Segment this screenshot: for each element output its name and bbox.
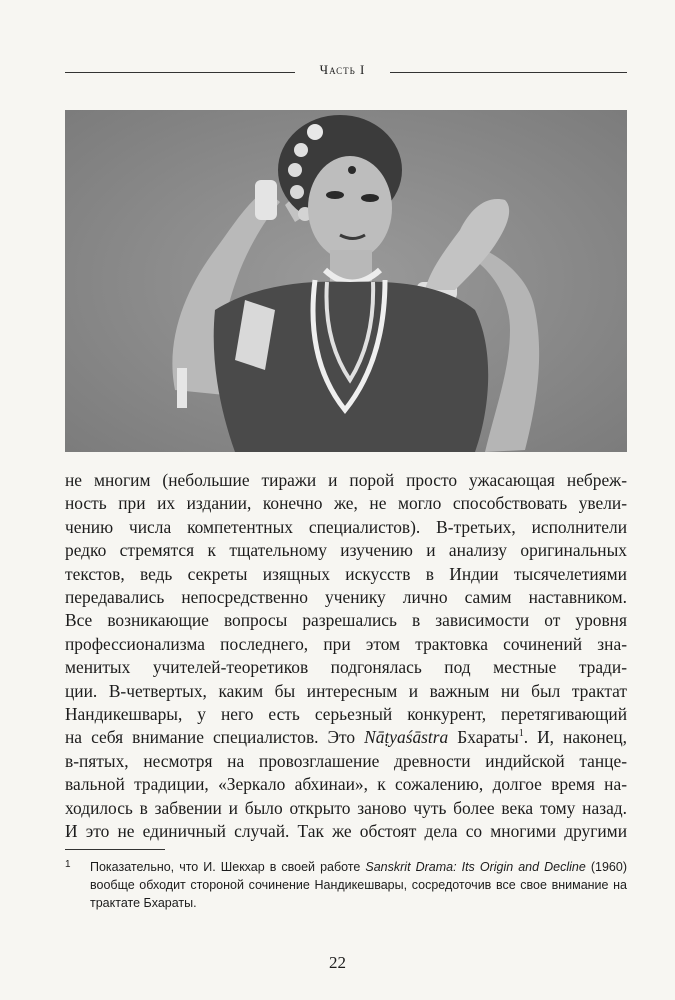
text-line: текстов, ведь секреты изящных искусств в Индии тысячелетиями bbox=[65, 563, 627, 584]
footnote-reference[interactable]: 1 bbox=[518, 728, 524, 740]
text-line: вальной традиции, «Зеркало абхинаи», к сожалению, долгое время на- bbox=[65, 774, 627, 795]
text-line: И это не единичный случай. Так же обстоят дела со многими другими bbox=[65, 821, 627, 842]
text-line: ходилось в забвении и было открыто заново чуть более века тому назад. bbox=[65, 797, 627, 818]
text-fragment: Бхараты bbox=[448, 727, 519, 748]
header-rule-left bbox=[65, 72, 295, 73]
footnote-number: 1 bbox=[65, 859, 71, 870]
natyashastra-title: Nāṭyaśāstra bbox=[364, 727, 449, 748]
text-line: передавались непосредственно ученику лично самим наставником. bbox=[65, 587, 627, 608]
footnote-fragment: Показательно, что И. Шекхар в своей работе bbox=[90, 860, 366, 874]
text-line: в-пятых, несмотря на провозглашение древности индийской танце- bbox=[65, 750, 627, 771]
dancer-photo-icon bbox=[65, 110, 627, 452]
footnote-book-title: Sanskrit Drama: Its Origin and Decline bbox=[365, 860, 586, 874]
footnote-fragment: (1960) вообще обходит стороной сочинение Нандикешвары, сосредоточив все свое внимание на трактате Бхараты. bbox=[90, 860, 627, 910]
running-head bbox=[65, 62, 627, 82]
header-rule-right bbox=[390, 72, 627, 73]
text-line: ность при их издании, конечно же, не могло способствовать увели- bbox=[65, 493, 627, 514]
dancer-photo bbox=[65, 110, 627, 452]
text-line: чению числа компетентных специалистов). В-третьих, исполнители bbox=[65, 516, 627, 537]
footnote-rule bbox=[65, 849, 165, 850]
text-line: профессионализма последнего, при этом трактовка сочинений зна- bbox=[65, 633, 627, 654]
text-line-with-citation bbox=[65, 726, 627, 749]
footnote bbox=[65, 858, 627, 912]
text-fragment: . И, наконец, bbox=[523, 727, 627, 748]
section-title: Часть I bbox=[319, 62, 366, 77]
text-line: менитых учителей-теоретиков подгонялась под местные тради- bbox=[65, 657, 627, 678]
page-number: 22 bbox=[329, 953, 346, 972]
body-text bbox=[65, 469, 627, 844]
text-line: Все возникающие вопросы разрешались в зависимости от уровня bbox=[65, 610, 627, 631]
text-line: Нандикешвары, у него есть серьезный конкурент, перетягивающий bbox=[65, 704, 627, 725]
footnote-text bbox=[90, 858, 627, 912]
text-line: редко стремятся к тщательному изучению и анализу оригинальных bbox=[65, 540, 627, 561]
text-line: ции. В-четвертых, каким бы интересным и важным ни был трактат bbox=[65, 680, 627, 701]
text-fragment: на себя внимание специалистов. Это bbox=[65, 727, 365, 748]
text-line: не многим (небольшие тиражи и порой просто ужасающая небреж- bbox=[65, 470, 627, 490]
